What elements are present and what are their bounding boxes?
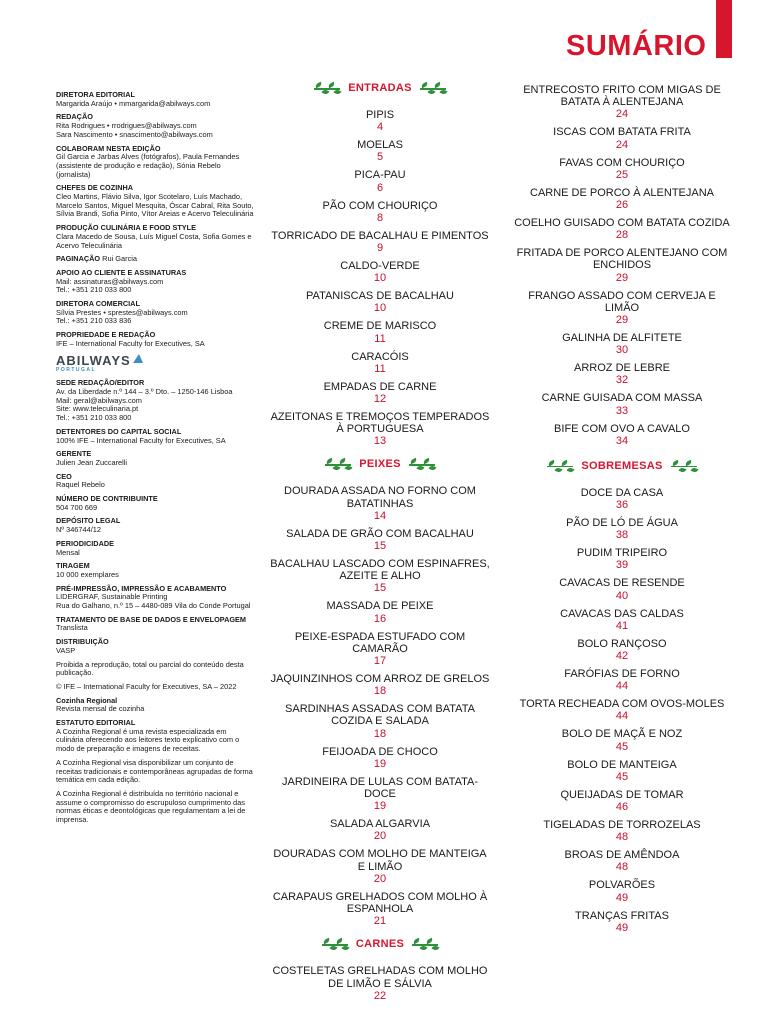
contents-entry[interactable] (270, 746, 490, 770)
contents-entry[interactable] (270, 109, 490, 133)
contents-entry[interactable] (510, 819, 734, 843)
section-header-entradas (270, 81, 490, 95)
masthead-text: Mensal (56, 547, 80, 557)
section-label: PEIXES (359, 458, 401, 471)
abilways-logo (56, 354, 256, 374)
page-number: 38 (615, 529, 629, 542)
recipe-name: FAVAS COM CHOURIÇO (559, 156, 685, 169)
contents-entry[interactable] (510, 638, 734, 662)
recipe-name: CARAPAUS GRELHADOS COM MOLHO À ESPANHOLA (272, 890, 488, 916)
page-number: 42 (615, 650, 629, 663)
recipe-name: CALDO-VERDE (340, 260, 420, 273)
recipe-name: MASSADA DE PEIXE (326, 600, 434, 613)
logo-subtext: PORTUGAL (56, 367, 97, 374)
contents-entry[interactable] (270, 848, 490, 884)
contents-entry[interactable] (510, 247, 734, 283)
page-number: 15 (373, 582, 387, 595)
masthead-text: 10 000 exemplares (56, 569, 119, 579)
recipe-name: COELHO GUISADO COM BATATA COZIDA (514, 217, 730, 230)
masthead-block (56, 269, 256, 295)
masthead-text: Sílvia Prestes • sprestes@abilways.com Tel.: +351 210 033 836 (56, 307, 188, 326)
recipe-name: ENTRECOSTO FRITO COM MIGAS DE BATATA À ALENTEJANA (523, 84, 721, 109)
page-number: 40 (615, 589, 629, 602)
leaf-sprig-icon (407, 457, 437, 471)
masthead-text: Translista (56, 623, 88, 633)
recipe-name: DOURADAS COM MOLHO DE MANTEIGA E LIMÃO (273, 848, 487, 873)
masthead-text: Av. da Liberdade n.º 144 – 3.º Dto. – 1250-146 Lisboa Mail: geral@abilways.com Site: www.teleculinaria.pt Tel.: +351 210 033 800 (56, 386, 233, 423)
page-number: 36 (615, 499, 629, 512)
recipe-name: CREME DE MARISCO (323, 320, 437, 333)
masthead-text: Cleo Martins, Flávio Silva, Igor Scotelaro, Luís Machado, Marcelo Santos, Miguel Mesquita, Óscar Cabral, Rita Souto, Sílvia Brandi, Sofia Pinto, Vítor Areias e Acervo Teleculinária (56, 192, 254, 219)
page-number: 18 (373, 727, 387, 740)
recipe-name: PIPIS (365, 109, 395, 121)
page-number: 45 (615, 770, 629, 783)
contents-entry[interactable] (270, 528, 490, 552)
recipe-name: TORTA RECHEADA COM OVOS-MOLES (519, 698, 725, 711)
masthead-block (56, 495, 256, 512)
leaf-sprig-icon (410, 937, 440, 951)
page-number: 15 (373, 540, 387, 553)
page-number: 28 (615, 229, 629, 242)
page-number: 17 (373, 655, 387, 668)
page-number: 21 (373, 915, 387, 928)
masthead-heading: DIRETORA COMERCIAL (56, 299, 140, 309)
recipe-name: DOCE DA CASA (580, 486, 664, 499)
contents-entry[interactable] (270, 290, 490, 314)
recipe-name: PUDIM TRIPEIRO (576, 547, 668, 560)
page-number: 25 (615, 168, 629, 181)
masthead-block (56, 683, 256, 692)
masthead-heading: CEO (56, 471, 72, 481)
recipe-name: BACALHAU LASCADO COM ESPINAFRES, AZEITE E ALHO (270, 558, 490, 583)
contents-entry[interactable] (270, 776, 490, 812)
recipe-name: MOELAS (357, 139, 403, 152)
masthead-text: Margarida Araújo • mmargarida@abilways.com (56, 98, 211, 108)
section-header-peixes (270, 457, 490, 471)
recipe-name: TRANÇAS FRITAS (575, 909, 669, 922)
leaf-sprig-icon (323, 457, 353, 471)
page-number: 24 (615, 108, 629, 121)
recipe-name: ISCAS COM BATATA FRITA (553, 126, 691, 139)
masthead-heading: COLABORAM NESTA EDIÇÃO (56, 143, 161, 153)
page-number: 48 (615, 831, 629, 844)
recipe-name: BOLO DE MANTEIGA (567, 758, 677, 771)
masthead-heading: DISTRIBUIÇÃO (56, 637, 109, 647)
masthead-block (56, 145, 256, 180)
masthead-heading: REDAÇÃO (56, 112, 93, 122)
contents-entry[interactable] (270, 411, 490, 447)
masthead-block (56, 379, 256, 423)
contents-entry[interactable] (510, 84, 734, 120)
recipe-name: FRITADA DE PORCO ALENTEJANO COM ENCHIDOS (516, 247, 728, 272)
masthead-heading: TRATAMENTO DE BASE DE DADOS E ENVELOPAGEM (56, 614, 247, 624)
leaf-sprig-icon (312, 81, 342, 95)
recipe-name: FARÓFIAS DE FORNO (564, 668, 680, 681)
masthead-heading: SEDE REDAÇÃO/EDITOR (56, 378, 145, 388)
masthead-text: Raquel Rebelo (56, 480, 105, 490)
masthead-block (56, 638, 256, 655)
contents-entry[interactable] (510, 910, 734, 934)
section-header-carnes (270, 937, 490, 951)
recipe-name: SARDINHAS ASSADAS COM BATATA COZIDA E SALADA (285, 703, 475, 728)
masthead-block (56, 300, 256, 326)
recipe-name: BOLO DE MAÇÃ E NOZ (561, 728, 683, 741)
masthead-text: IFE – International Faculty for Executives, SA (56, 338, 205, 348)
recipe-name: ARROZ DE LEBRE (574, 362, 670, 375)
carnes-continued-list (510, 84, 734, 447)
logo-bird-icon (133, 354, 143, 363)
recipe-name: POLVARÕES (588, 879, 656, 892)
page-number: 44 (615, 680, 629, 693)
recipe-name: PEIXE-ESPADA ESTUFADO COM CAMARÃO (294, 630, 466, 655)
masthead-block (56, 428, 256, 445)
masthead (56, 91, 256, 830)
masthead-block (56, 585, 256, 611)
page-number: 44 (615, 710, 629, 723)
masthead-heading: PRODUÇÃO CULINÁRIA E FOOD STYLE (56, 223, 196, 233)
contents-entry[interactable] (510, 608, 734, 632)
contents-entry[interactable] (510, 698, 734, 722)
page-number: 8 (376, 211, 384, 224)
masthead-text: A Cozinha Regional é distribuída no território nacional e assume o compromisso do escrupuloso cumprimento das normas éticas e deontológicas que regulamentam a lei de imprensa. (56, 789, 246, 825)
page-number: 4 (376, 121, 384, 134)
page-number: 10 (373, 272, 387, 285)
contents-entry[interactable] (510, 362, 734, 386)
contents-entry[interactable] (510, 728, 734, 752)
masthead-block (56, 759, 256, 785)
recipe-name: BIFE COM OVO A CAVALO (554, 422, 690, 435)
contents-entry[interactable] (270, 381, 490, 405)
contents-entry[interactable] (270, 818, 490, 842)
masthead-heading: Cozinha Regional (56, 695, 118, 705)
recipe-name: PÃO DE LÓ DE ÁGUA (566, 517, 678, 530)
contents-entry[interactable] (510, 547, 734, 571)
leaf-sprig-icon (418, 81, 448, 95)
contents-entry[interactable] (270, 230, 490, 254)
page-number: 34 (615, 434, 629, 447)
leaf-sprig-icon (669, 459, 699, 473)
masthead-block (56, 517, 256, 534)
masthead-text: © IFE – International Faculty for Executives, SA – 2022 (56, 681, 237, 691)
contents-entry[interactable] (270, 200, 490, 224)
contents-entry[interactable] (270, 320, 490, 344)
contents-entry[interactable] (510, 392, 734, 416)
page-number: 5 (376, 151, 384, 164)
recipe-name: BOLO RANÇOSO (577, 637, 667, 650)
leaf-sprig-icon (320, 937, 350, 951)
masthead-text: Rita Rodrigues • rrodrigues@abilways.com Sara Nascimento • snascimento@abilways.com (56, 121, 213, 139)
recipe-name: PICA-PAU (354, 169, 406, 182)
masthead-block (56, 661, 256, 678)
masthead-heading: NÚMERO DE CONTRIBUINTE (56, 494, 158, 504)
masthead-heading: TIRAGEM (56, 561, 90, 571)
contents-entry[interactable] (270, 965, 490, 1001)
recipe-name: PATANISCAS DE BACALHAU (306, 290, 454, 303)
page-number: 32 (615, 374, 629, 387)
recipe-name: TORRICADO DE BACALHAU E PIMENTOS (271, 229, 489, 242)
recipe-name: JARDINEIRA DE LULAS COM BATATA-DOCE (282, 775, 478, 801)
recipe-name: CAVACAS DE RESENDE (559, 577, 685, 590)
logo-text: ABILWAYS (56, 352, 131, 368)
contents-entry[interactable] (510, 187, 734, 211)
masthead-block (56, 224, 256, 250)
masthead-heading: CHEFES DE COZINHA (56, 183, 134, 193)
recipe-name: DOURADA ASSADA NO FORNO COM BATATINHAS (284, 485, 476, 510)
masthead-block (56, 113, 256, 139)
recipe-name: SALADA ALGARVIA (329, 818, 431, 831)
contents-entry[interactable] (270, 673, 490, 697)
page-number: 13 (373, 435, 387, 448)
contents-entry[interactable] (270, 558, 490, 594)
contents-entry[interactable] (510, 217, 734, 241)
page-number: 11 (374, 362, 386, 375)
masthead-block (56, 719, 256, 754)
contents-entry[interactable] (270, 351, 490, 375)
page-number: 45 (615, 740, 629, 753)
page-number: 9 (376, 242, 384, 255)
recipe-name: SALADA DE GRÃO COM BACALHAU (286, 527, 474, 540)
masthead-text: A Cozinha Regional é uma revista especializada em culinária oferecendo aos leitores texto explicativo com o modo de preparação e imagens de receitas. (56, 726, 240, 754)
leaf-sprig-icon (545, 459, 575, 473)
masthead-text: VASP (56, 645, 76, 655)
recipe-name: TIGELADAS DE TORROZELAS (543, 819, 701, 832)
section-label: ENTRADAS (348, 82, 412, 94)
masthead-text: Proibida a reprodução, total ou parcial do conteúdo desta publicação. (56, 659, 244, 678)
page-number: 29 (615, 314, 629, 327)
contents-entry[interactable] (270, 485, 490, 521)
page-number: 10 (373, 302, 387, 315)
masthead-text: 504 700 669 (56, 502, 98, 512)
masthead-text: Clara Macedo de Sousa, Luís Miguel Costa, Sofia Gomes e Acervo Teleculinária (56, 231, 252, 250)
recipe-name: PÃO COM CHOURIÇO (322, 199, 438, 212)
masthead-block (56, 790, 256, 825)
contents-entry[interactable] (510, 157, 734, 181)
recipe-name: CARNE GUISADA COM MASSA (541, 392, 703, 405)
section-label: SOBREMESAS (581, 459, 663, 472)
accent-bar (716, 0, 732, 58)
page-number: 19 (373, 800, 387, 813)
recipe-name: JAQUINZINHOS COM ARROZ DE GRELOS (270, 673, 490, 686)
masthead-block (56, 91, 256, 108)
page-number: 16 (373, 612, 387, 625)
page-number: 6 (376, 181, 384, 194)
section-label: CARNES (355, 938, 405, 951)
masthead-legal (56, 379, 256, 825)
entradas-list (270, 109, 490, 447)
page-number: 30 (615, 344, 629, 357)
masthead-text: Mail: assinaturas@abilways.com Tel.: +351 210 033 800 (56, 276, 164, 295)
page-number: 20 (373, 872, 387, 885)
masthead-heading: PERIODICIDADE (56, 538, 114, 548)
recipe-name: CAVACAS DAS CALDAS (560, 607, 684, 620)
page-number: 46 (615, 801, 629, 814)
masthead-block (56, 184, 256, 219)
masthead-credits (56, 91, 256, 349)
page-number: 48 (615, 861, 629, 874)
contents-column-2 (510, 84, 734, 940)
recipe-name: CARNE DE PORCO À ALENTEJANA (530, 186, 714, 199)
masthead-text: 100% IFE – International Faculty for Executives, SA (56, 435, 226, 445)
sobremesas-list (510, 487, 734, 934)
contents-entry[interactable] (270, 891, 490, 927)
masthead-block (56, 450, 256, 467)
masthead-text: Revista mensal de cozinha (56, 704, 145, 714)
peixes-list (270, 485, 490, 927)
recipe-name: CARACÓIS (351, 350, 409, 363)
masthead-block (56, 562, 256, 579)
masthead-block (56, 473, 256, 490)
contents-entry[interactable] (270, 631, 490, 667)
contents-entry[interactable] (510, 759, 734, 783)
page-number: 26 (615, 199, 629, 212)
masthead-text: Rui Garcia (102, 254, 138, 264)
page-number: 24 (615, 138, 629, 151)
page-number: 22 (373, 989, 387, 1002)
masthead-block (56, 255, 256, 264)
contents-entry[interactable] (510, 577, 734, 601)
contents-entry[interactable] (270, 600, 490, 624)
carnes-list (270, 965, 490, 1001)
page-number: 18 (373, 685, 387, 698)
page-number: 39 (615, 559, 629, 572)
page-number: 14 (373, 509, 387, 522)
recipe-name: COSTELETAS GRELHADAS COM MOLHO DE LIMÃO E SÁLVIA (272, 965, 488, 990)
recipe-name: FEIJOADA DE CHOCO (322, 745, 438, 758)
page-number: 49 (615, 921, 629, 934)
page-number: 29 (615, 271, 629, 284)
masthead-text: LIDERGRAF, Sustainable Printing Rua do Galhano, n.º 15 – 4480-089 Vila do Conde Portugal (56, 592, 251, 611)
masthead-text: Nº 346744/12 (56, 525, 102, 535)
masthead-heading: APOIO AO CLIENTE E ASSINATURAS (56, 267, 187, 277)
contents-entry[interactable] (510, 789, 734, 813)
recipe-name: AZEITONAS E TREMOÇOS TEMPERADOS À PORTUGUESA (270, 411, 490, 436)
masthead-block (56, 331, 256, 348)
page-number: 41 (615, 619, 629, 632)
page-number: 49 (615, 891, 629, 904)
page-number: 19 (373, 757, 387, 770)
section-header-sobremesas (510, 459, 734, 473)
contents-entry[interactable] (510, 517, 734, 541)
recipe-name: GALINHA DE ALFITETE (562, 332, 682, 345)
masthead-heading: PAGINAÇÃO (56, 254, 101, 264)
contents-entry[interactable] (510, 849, 734, 873)
contents-entry[interactable] (270, 260, 490, 284)
masthead-block (56, 697, 256, 714)
recipe-name: EMPADAS DE CARNE (323, 380, 437, 393)
masthead-heading: GERENTE (56, 449, 92, 459)
recipe-name: BROAS DE AMÊNDOA (564, 849, 680, 862)
masthead-block (56, 616, 256, 633)
contents-entry[interactable] (270, 169, 490, 193)
page-number: 33 (615, 404, 629, 417)
masthead-text: Gil Garcia e Jarbas Alves (fotógrafos), Paula Fernandes (assistente de produção e redação), Sónia Rebelo (jornalista) (56, 152, 240, 179)
masthead-heading: PROPRIEDADE E REDAÇÃO (56, 330, 156, 340)
page-number: 20 (373, 830, 387, 843)
page-title: SUMÁRIO (566, 30, 707, 62)
masthead-heading: ESTATUTO EDITORIAL (56, 718, 136, 728)
contents-entry[interactable] (510, 126, 734, 150)
contents-entry[interactable] (510, 332, 734, 356)
contents-entry[interactable] (270, 703, 490, 739)
masthead-heading: DIRETORA EDITORIAL (56, 90, 135, 99)
contents-entry[interactable] (510, 423, 734, 447)
contents-entry[interactable] (270, 139, 490, 163)
contents-entry[interactable] (510, 879, 734, 903)
masthead-heading: PRÉ-IMPRESSÃO, IMPRESSÃO E ACABAMENTO (56, 583, 227, 593)
contents-column-1 (270, 81, 490, 1008)
contents-entry[interactable] (510, 290, 734, 326)
contents-entry[interactable] (510, 487, 734, 511)
page-number: 11 (374, 332, 386, 345)
contents-entry[interactable] (510, 668, 734, 692)
masthead-heading: DEPÓSITO LEGAL (56, 516, 121, 526)
page-number: 12 (373, 393, 387, 406)
masthead-block (56, 540, 256, 557)
masthead-text: Julien Jean Zuccarelli (56, 457, 128, 467)
masthead-text: A Cozinha Regional visa disponibilizar um conjunto de receitas tradicionais e contemporâneas agrupadas de forma temática em cada edição. (56, 757, 253, 785)
recipe-name: QUEIJADAS DE TOMAR (560, 788, 684, 801)
recipe-name: FRANGO ASSADO COM CERVEJA E LIMÃO (528, 289, 716, 314)
masthead-heading: DETENTORES DO CAPITAL SOCIAL (56, 426, 182, 436)
